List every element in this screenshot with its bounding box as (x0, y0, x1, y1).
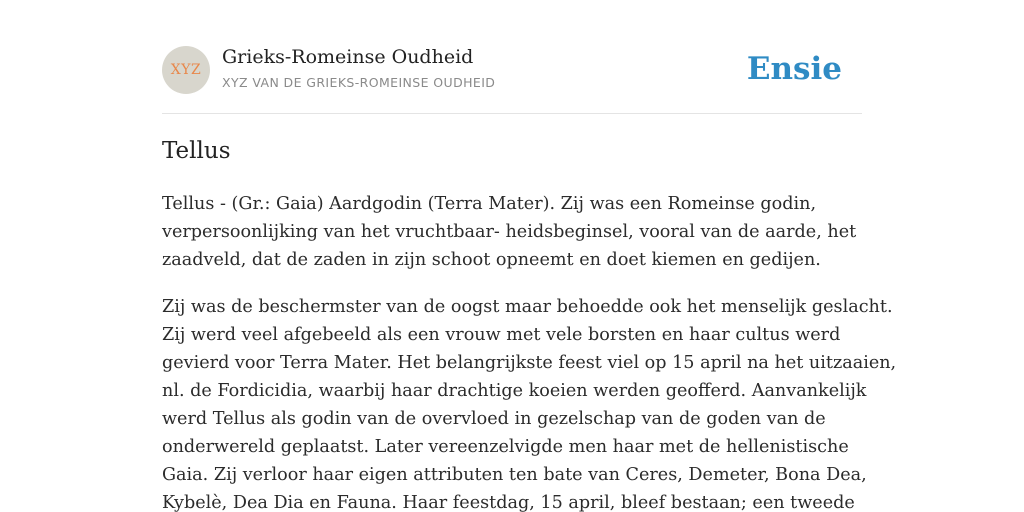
source-subtitle: XYZ VAN DE GRIEKS-ROMEINSE OUDHEID (222, 75, 496, 90)
text-line: Gaia. Zij verloor haar eigen attributen ten bate van Ceres, Demeter, Bona Dea, (162, 465, 867, 485)
text-line: werd Tellus als godin van de overvloed in gezelschap van de goden van de (162, 409, 826, 429)
text-line: Zij was de beschermster van de oogst maar behoedde ook het menselijk geslacht. (162, 297, 893, 317)
text-line: Kybelè, Dea Dia en Fauna. Haar feestdag, 15 april, bleef bestaan; een tweede (162, 493, 855, 512)
source-header (162, 46, 862, 96)
avatar[interactable]: XYZ (162, 46, 210, 94)
source-name[interactable]: Grieks-Romeinse Oudheid (222, 46, 474, 68)
brand-logo[interactable]: Ensie (746, 51, 842, 87)
text-line: verpersoonlijking van het vruchtbaar- heidsbeginsel, vooral van de aarde, het (162, 222, 857, 242)
paragraph (162, 190, 868, 274)
text-line: Zij werd veel afgebeeld als een vrouw met vele borsten en haar cultus werd (162, 325, 841, 345)
text-line: Tellus - (Gr.: Gaia) Aardgodin (Terra Mater). Zij was een Romeinse godin, (162, 194, 817, 214)
text-line: nl. de Fordicidia, waarbij haar drachtige koeien werden geofferd. Aanvankelijk (162, 381, 867, 401)
page-title: Tellus (162, 138, 231, 164)
article-body (162, 190, 897, 512)
header-divider (162, 113, 862, 114)
paragraph (162, 293, 897, 512)
text-line: zaadveld, dat de zaden in zijn schoot opneemt en doet kiemen en gedijen. (162, 250, 821, 270)
text-line: gevierd voor Terra Mater. Het belangrijkste feest viel op 15 april na het uitzaaien, (162, 353, 897, 373)
text-line: onderwereld geplaatst. Later vereenzelvigde men haar met de hellenistische (162, 437, 849, 457)
